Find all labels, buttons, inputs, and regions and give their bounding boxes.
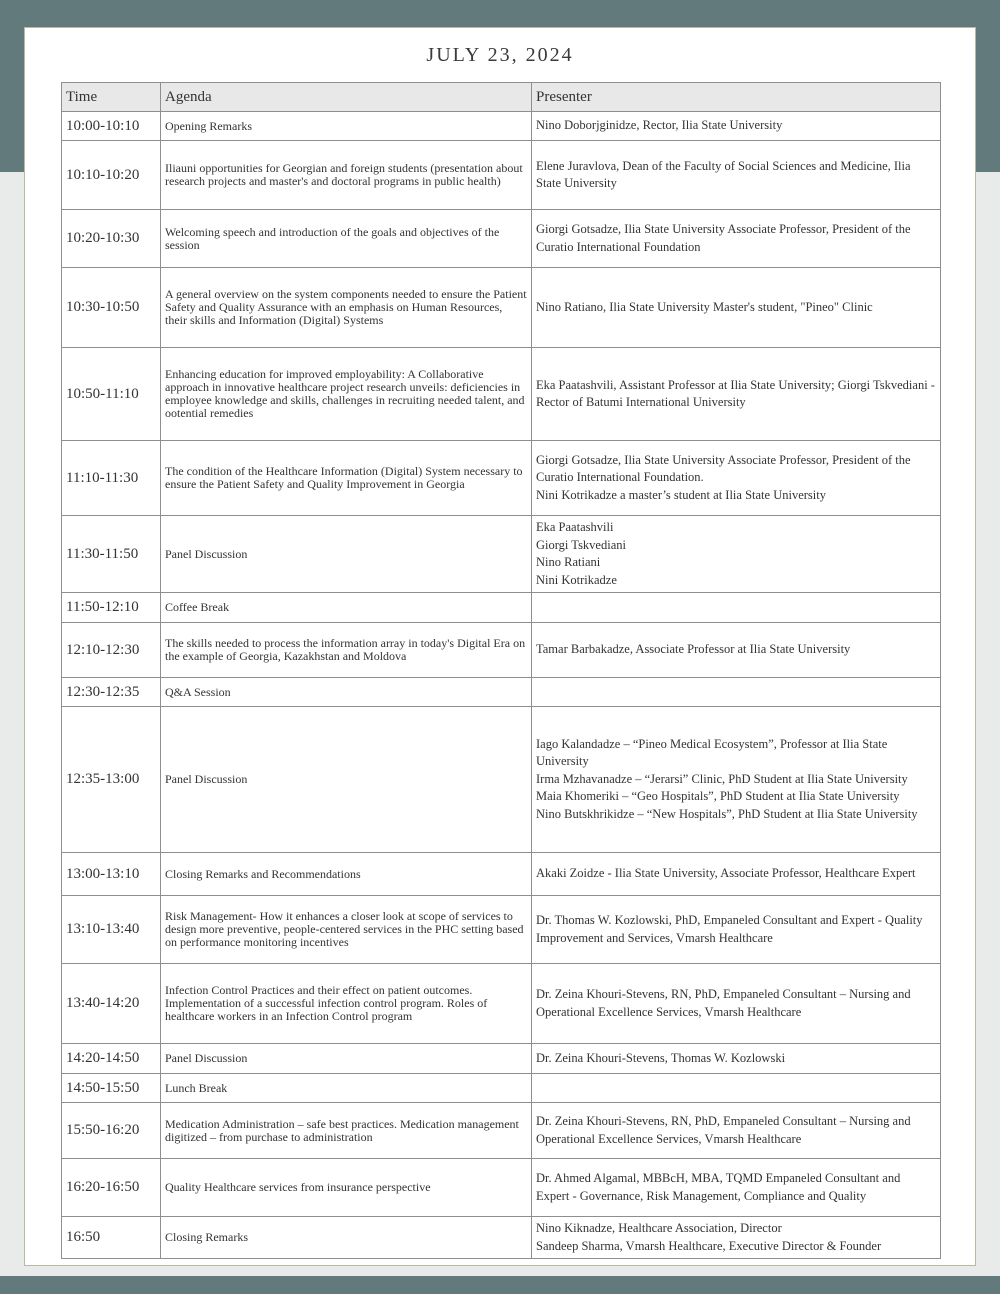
agenda-cell: Lunch Break <box>161 1074 532 1103</box>
presenter-cell <box>532 441 941 516</box>
table-header-row <box>62 83 941 112</box>
presenter-line: Giorgi Gotsadze, Ilia State University Associate Professor, President of the Curatio International Foundation <box>536 222 911 254</box>
time-cell: 10:20-10:30 <box>62 210 161 268</box>
presenter-cell <box>532 268 941 348</box>
table-row <box>62 1044 941 1074</box>
agenda-cell: Iliauni opportunities for Georgian and foreign students (presentation about research projects and master's and doctoral programs in public health) <box>161 141 532 210</box>
agenda-cell: Medication Administration – safe best practices. Medication management digitized – from purchase to administration <box>161 1103 532 1159</box>
time-cell: 10:00-10:10 <box>62 112 161 141</box>
time-cell: 16:50 <box>62 1217 161 1259</box>
presenter-line: Nino Ratiano, Ilia State University Master's student, "Pineo" Clinic <box>536 299 873 314</box>
table-row <box>62 1217 941 1259</box>
presenter-cell <box>532 1103 941 1159</box>
presenter-line: Eka Paatashvili <box>536 520 614 534</box>
presenter-line: Dr. Zeina Khouri-Stevens, Thomas W. Kozlowski <box>536 1050 786 1065</box>
table-row <box>62 268 941 348</box>
agenda-table-body <box>62 112 941 1259</box>
time-cell: 14:20-14:50 <box>62 1044 161 1074</box>
time-cell: 15:50-16:20 <box>62 1103 161 1159</box>
agenda-cell: Welcoming speech and introduction of the goals and objectives of the session <box>161 210 532 268</box>
presenter-line: Nini Kotrikadze a master’s student at Ilia State University <box>536 487 826 502</box>
presenter-line: Dr. Thomas W. Kozlowski, PhD, Empaneled Consultant and Expert - Quality Improvement and Services, Vmarsh Healthcare <box>536 913 923 945</box>
agenda-cell: Q&A Session <box>161 678 532 707</box>
table-row <box>62 707 941 853</box>
time-cell: 11:50-12:10 <box>62 593 161 623</box>
agenda-cell: Risk Management- How it enhances a closer look at scope of services to design more preventive, people-centered services in the PHC setting based on performance monitoring incentives <box>161 896 532 964</box>
presenter-line: Nino Kiknadze, Healthcare Association, Director <box>536 1221 782 1235</box>
table-row <box>62 896 941 964</box>
agenda-cell: The condition of the Healthcare Information (Digital) System necessary to ensure the Patient Safety and Quality Improvement in Georgia <box>161 441 532 516</box>
agenda-cell: Enhancing education for improved employability: A Collaborative approach in innovative healthcare project research unveils: deficiencies in employee knowledge and skills, challenges in recruiting needed talent, and ootential remedies <box>161 348 532 441</box>
presenter-line: Nino Doborjginidze, Rector, Ilia State University <box>536 118 783 133</box>
presenter-cell <box>532 623 941 678</box>
time-cell: 12:30-12:35 <box>62 678 161 707</box>
table-row <box>62 623 941 678</box>
table-row <box>62 1159 941 1217</box>
agenda-cell: A general overview on the system components needed to ensure the Patient Safety and Quality Assurance with an emphasis on Human Resources, their skills and Information (Digital) Systems <box>161 268 532 348</box>
presenter-cell <box>532 678 941 707</box>
table-row <box>62 964 941 1044</box>
table-row <box>62 210 941 268</box>
time-cell: 12:35-13:00 <box>62 707 161 853</box>
table-row <box>62 678 941 707</box>
presenter-cell <box>532 141 941 210</box>
agenda-cell: Quality Healthcare services from insurance perspective <box>161 1159 532 1217</box>
agenda-page <box>24 27 976 1266</box>
presenter-line: Dr. Zeina Khouri-Stevens, RN, PhD, Empaneled Consultant – Nursing and Operational Excellence Services, Vmarsh Healthcare <box>536 1114 911 1146</box>
table-row <box>62 141 941 210</box>
presenter-cell <box>532 1074 941 1103</box>
presenter-cell <box>532 1159 941 1217</box>
table-row <box>62 853 941 896</box>
time-cell: 13:00-13:10 <box>62 853 161 896</box>
presenter-cell <box>532 516 941 593</box>
agenda-cell: Panel Discussion <box>161 516 532 593</box>
column-header-presenter: Presenter <box>532 83 941 112</box>
time-cell: 11:30-11:50 <box>62 516 161 593</box>
table-row <box>62 112 941 141</box>
agenda-cell: Infection Control Practices and their effect on patient outcomes. Implementation of a successful infection control program. Roles of healthcare workers in an Infection Control program <box>161 964 532 1044</box>
presenter-cell <box>532 707 941 853</box>
presenter-line: Dr. Zeina Khouri-Stevens, RN, PhD, Empaneled Consultant – Nursing and Operational Excellence Services, Vmarsh Healthcare <box>536 987 911 1019</box>
presenter-line: Elene Juravlova, Dean of the Faculty of Social Sciences and Medicine, Ilia State University <box>536 158 911 190</box>
agenda-cell: Panel Discussion <box>161 707 532 853</box>
presenter-cell <box>532 112 941 141</box>
bottom-color-band <box>0 1276 1000 1294</box>
table-row <box>62 348 941 441</box>
presenter-line: Sandeep Sharma, Vmarsh Healthcare, Executive Director & Founder <box>536 1238 882 1253</box>
presenter-line: Maia Khomeriki – “Geo Hospitals”, PhD Student at Ilia State University <box>536 789 900 804</box>
time-cell: 11:10-11:30 <box>62 441 161 516</box>
presenter-cell <box>532 1217 941 1259</box>
presenter-line: Eka Paatashvili, Assistant Professor at Ilia State University; Giorgi Tskvediani - Rector of Batumi International University <box>536 377 935 409</box>
time-cell: 13:10-13:40 <box>62 896 161 964</box>
presenter-line: Akaki Zoidze - Ilia State University, Associate Professor, Healthcare Expert <box>536 866 916 881</box>
table-row <box>62 441 941 516</box>
agenda-table <box>61 82 941 1259</box>
time-cell: 13:40-14:20 <box>62 964 161 1044</box>
agenda-cell: Opening Remarks <box>161 112 532 141</box>
table-row <box>62 516 941 593</box>
presenter-line: Giorgi Tskvediani <box>536 537 626 552</box>
page-title: JULY 23, 2024 <box>426 44 574 66</box>
agenda-cell: The skills needed to process the information array in today's Digital Era on the example of Georgia, Kazakhstan and Moldova <box>161 623 532 678</box>
presenter-line: Tamar Barbakadze, Associate Professor at Ilia State University <box>536 642 851 657</box>
time-cell: 12:10-12:30 <box>62 623 161 678</box>
time-cell: 10:10-10:20 <box>62 141 161 210</box>
agenda-cell: Closing Remarks <box>161 1217 532 1259</box>
presenter-line: Nini Kotrikadze <box>536 572 617 587</box>
presenter-cell <box>532 593 941 623</box>
presenter-cell <box>532 964 941 1044</box>
presenter-line: Irma Mzhavanadze – “Jerarsi” Clinic, PhD Student at Ilia State University <box>536 771 908 786</box>
presenter-line: Nino Butskhrikidze – “New Hospitals”, PhD Student at Ilia State University <box>536 806 918 821</box>
time-cell: 10:50-11:10 <box>62 348 161 441</box>
presenter-cell <box>532 896 941 964</box>
presenter-line: Giorgi Gotsadze, Ilia State University Associate Professor, President of the Curatio International Foundation. <box>536 452 911 485</box>
table-row <box>62 1103 941 1159</box>
time-cell: 16:20-16:50 <box>62 1159 161 1217</box>
agenda-cell: Closing Remarks and Recommendations <box>161 853 532 896</box>
column-header-time: Time <box>62 83 161 112</box>
presenter-cell <box>532 1044 941 1074</box>
table-row <box>62 1074 941 1103</box>
table-row <box>62 593 941 623</box>
column-header-agenda: Agenda <box>161 83 532 112</box>
time-cell: 14:50-15:50 <box>62 1074 161 1103</box>
presenter-cell <box>532 210 941 268</box>
presenter-cell <box>532 348 941 441</box>
presenter-line: Dr. Ahmed Algamal, MBBcH, MBA, TQMD Empaneled Consultant and Expert - Governance, Risk Management, Compliance and Quality <box>536 1171 901 1203</box>
agenda-cell: Coffee Break <box>161 593 532 623</box>
agenda-cell: Panel Discussion <box>161 1044 532 1074</box>
presenter-cell <box>532 853 941 896</box>
time-cell: 10:30-10:50 <box>62 268 161 348</box>
presenter-line: Nino Ratiani <box>536 555 601 569</box>
presenter-line: Iago Kalandadze – “Pineo Medical Ecosystem”, Professor at Ilia State University <box>536 736 888 769</box>
